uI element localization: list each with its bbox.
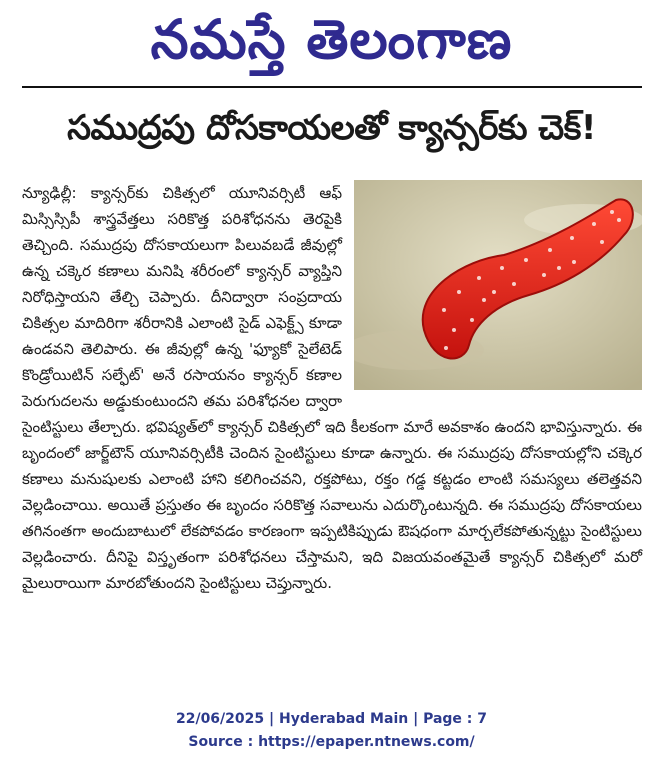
article-headline: సముద్రపు దోసకాయలతో క్యాన్సర్‌కు చెక్!	[67, 108, 596, 148]
sea-cucumber-illustration	[354, 180, 642, 390]
sea-cucumber-photo	[354, 180, 642, 390]
article-body-container	[22, 180, 642, 700]
source-link[interactable]: Source : https://epaper.ntnews.com/	[188, 734, 475, 750]
edition-info: 22/06/2025 | Hyderabad Main | Page : 7	[175, 711, 488, 727]
page-footer	[0, 708, 663, 754]
article-body-text: న్యూఢిల్లీ: క్యాన్సర్‌కు చికిత్సలో యూనివర్సిటీ ఆఫ్ మిస్సిస్సిపీ శాస్త్రవేత్తలు సరికొత్త పరిశోధనను తెరపైకి తెచ్చింది. సముద్రపు దోసకాయలుగా పిలువబడే జీవుల్లో ఉన్న చక్కెర కణాలు మనిషి శరీరంలో క్యాన్సర్ వ్యాప్తిని నిరోధిస్తాయని తేల్చి చెప్పారు. దీనిద్వారా సంప్రదాయ చికిత్సల మాదిరిగా శరీరానికి ఎలాంటి సైడ్ ఎఫెక్ట్స్ కూడా ఉండవని తెలిపారు. ఈ జీవుల్లో ఉన్న 'ఫ్యూకో సైలేటెడ్ కొండ్రోయిటిన్ సల్ఫేట్' అనే రసాయనం క్యాన్సర్ కణాల పెరుగుదలను అడ్డుకుంటుందని తమ పరిశోధనల ద్వారా సైంటిస్టులు తేల్చారు. భవిష్యత్‌లో క్యాన్సర్ చికిత్సలో ఇది కీలకంగా మారే అవకాశం ఉందని భావిస్తున్నారు. ఈ బృందంలో జార్జ్‌టౌన్ యూనివర్సిటీకి చెందిన సైంటిస్టులు కూడా ఉన్నారు. ఈ సముద్రపు దోసకాయల్లోని చక్కెర కణాలు మనుషులకు ఎలాంటి హాని కలిగించవని, రక్తపోటు, రక్తం గడ్డ కట్టడం లాంటి సమస్యలు తలెత్తవని వెల్లడించాయి. అయితే ప్రస్తుతం ఈ బృందం సరికొత్త సవాలును ఎదుర్కొంటున్నది. ఈ సముద్రపు దోసకాయలు తగినంతగా అందుబాటులో లేకపోవడం కారణంగా ఇప్పటికిప్పుడు ఔషధంగా మార్చలేకపోతున్నట్టు సైంటిస్టులు వెల్లడించారు. దీనిపై విస్తృతంగా పరిశోధనలు చేస్తామని, ఇది విజయవంతమైతే క్యాన్సర్ చికిత్సలో మరో మైలురాయిగా మారబోతుందని సైంటిస్టులు చెప్తున్నారు.	[22, 184, 642, 592]
masthead-title: నమస్తే తెలంగాణ	[150, 8, 513, 71]
masthead-divider	[22, 86, 642, 88]
